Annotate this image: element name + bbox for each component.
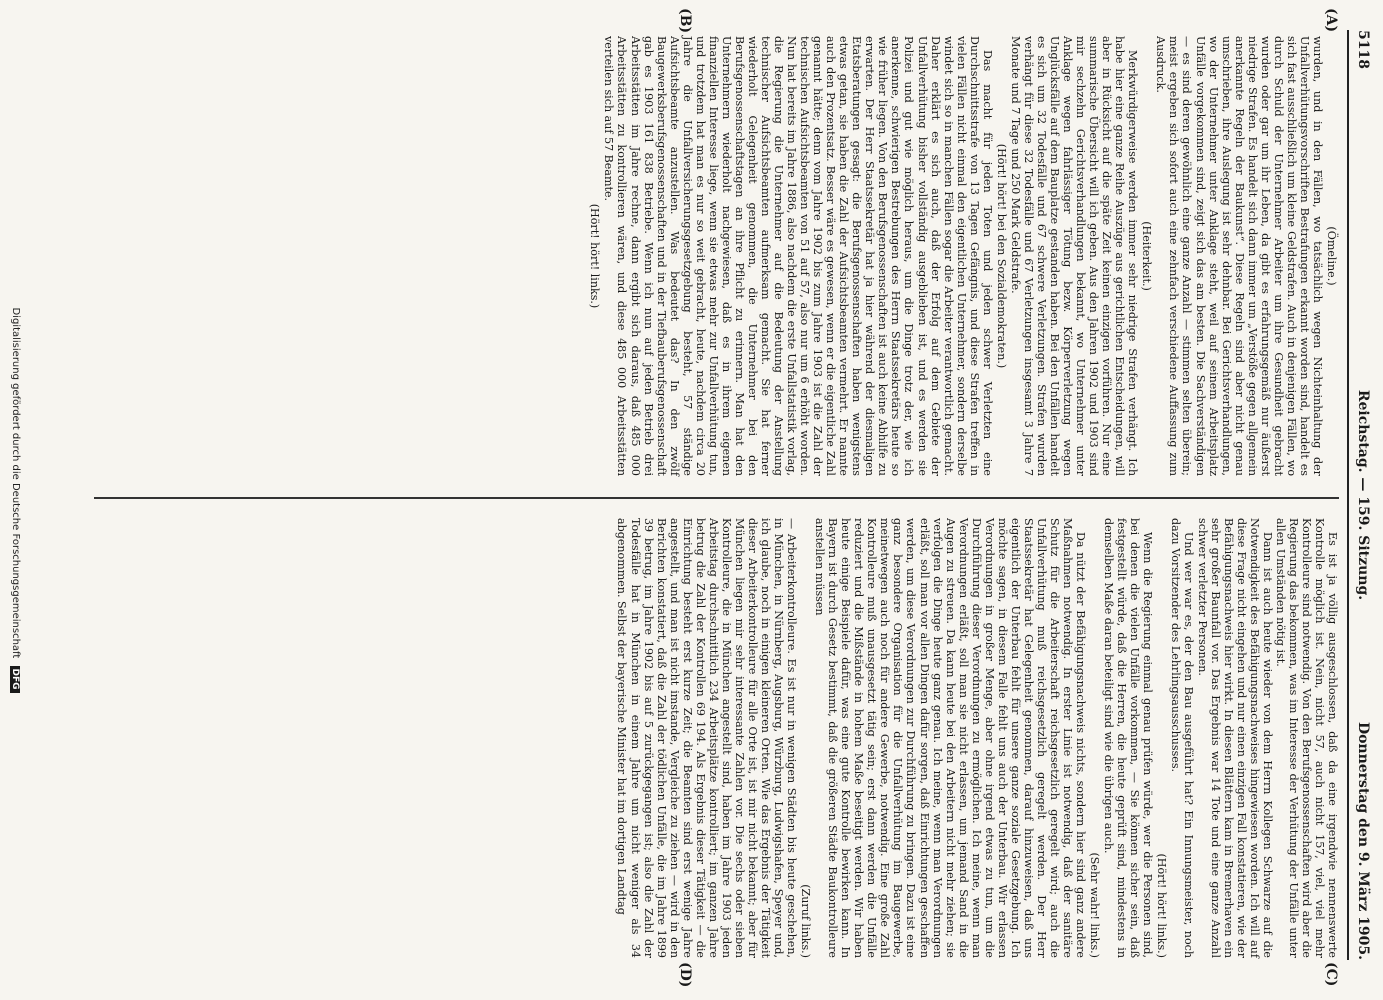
- page-number: 5118: [1355, 30, 1371, 69]
- interjection: (Heiterkeit.): [1140, 221, 1154, 291]
- paragraph: Da nützt der Befähigungsnachweis nichts, sondern hier sind ganz andere Maßnahmen notwendig. In erster Linie ist notwendig, daß der sanitäre Schutz für die Arbeiterschaft reichsgesetzlich geregelt wird; auch die Unfallverhütung muß reichsgesetzlich geregelt werden. Der Herr Staatssekretär hat Gelegenheit genommen, darauf hinzuweisen, daß uns eigentlich der Unterbau fehlt für unsere ganze soziale Gesetzgebung. Ich möchte sagen, in diesem Falle fehlt uns auch der Unterbau. Wir erlassen Verordnungen in großer Menge, aber ohne irgend etwas zu tun, um die Durchführung dieser Verordnungen zu ermöglichen. Ich meine, wenn man Verordnungen erläßt, soll man sie nicht erlassen, um jemand Sand in die Augen zu streuen. Da kann heute bei den Arbeitern nicht mehr ziehen; sie verfolgen die Dinge heute ganz genau. Ich meine, wenn man Verordnungen erläßt, soll man vor allen Dingen dafür sorgen, daß Einrichtungen geschaffen werden, um diese Verordnungen zur Durchführung zu bringen. Dazu ist eine ganz besondere Organisation für die Unfallverhütung im Baugewerbe, meinetwegen auch noch für andere Gewerbe, notwendig. Eine große Zahl Kontrolleure muß unausgesetzt tätig sein; erst dann werden die Unfälle reduziert und die Mißstände in hohem Maße beseitigt werden. Wir haben heute einige Beispiele dafür, was eine gute Kontrolle bewirken kann. In Bayern ist durch Gesetz bestimmt, daß die größeren Städte Baukontrolleure anstellen müssen: [813, 518, 1088, 958]
- margin-marker-c: (C): [1323, 962, 1339, 987]
- page-title: Reichstag. — 159. Sitzung.: [1355, 389, 1371, 601]
- page-header: [1349, 30, 1371, 960]
- right-column: [615, 518, 1339, 958]
- margin-marker-d: (D): [677, 962, 693, 988]
- interjection: (Zuruf links.): [799, 884, 813, 958]
- paragraph: Es ist ja völlig ausgeschlossen, daß da eine irgendwie nennenswerte Kontrolle möglich ist. Nein, nicht 57, auch nicht 157, viel, viel mehr Kontrolleure sind notwendig. Von den Berufsgenossenschaften wird aber die Regierung das bekommen, was im Interesse der Verhütung der Unfälle unter allen Umständen nötig ist.: [1273, 518, 1339, 958]
- interjection: (Sehr wahr! links.): [1088, 852, 1102, 958]
- paragraph: Merkwürdigerweise werden immer sehr niedrige Strafen verhängt. Ich habe hier eine ganze Reihe Auszüge aus gerichtlichen Entscheidungen, will aber in Rücksicht auf die späte Zeit keinen einzigen vorführen. Nur eine summarische Übersicht will ich geben. Aus den Jahren 1902 und 1903 sind mir sechzehn Gerichtsverhandlungen bekannt, wo Unternehmer unter Anklage wegen fahrlässiger Tötung bezw. Körperverletzung wegen Unglücksfälle auf dem Bauplatze gestanden haben. Bei den Unfällen handelt es sich um 32 Todesfälle und 67 schwere Verletzungen. Strafen wurden verhängt für diese 32 Todesfälle und 67 Verletzungen insgesamt 3 Jahre 7 Monate und 7 Tage und 250 Mark Geldstrafe.: [1008, 36, 1140, 476]
- paragraph: Wenn die Regierung einmal genau prüfen würde, wer die Personen sind, bei denen die vielen Unfälle vorkommen, — Sie können sicher sein, daß festgestellt würde, daß die Herren, die heute geprüft sind, mindestens in demselben Maße daran beteiligt sind wie die übrigen auch.: [1102, 518, 1155, 958]
- paragraph: — Arbeiterkontrolleure. Es ist nur in wenigen Städten bis heute geschehen, in München, in Nürnberg, Augsburg, Würzburg, Ludwigshafen, Speyer und, ich glaube, noch in einigen kleineren Orten. Wie das Ergebnis der Tätigkeit dieser Arbeiterkontrolleure für alle Orte ist, ist mir nicht bekannt; aber für München liegen mir sehr interessante Zahlen vor. Die sechs oder sieben Kontrolleure, die in München angestellt sind, haben im Jahre 1903 jeden Arbeitstag durchschnittlich 234 Arbeitsplätze kontrolliert; im ganzen Jahre betrug die Zahl der Kontrollen 69 194. Als Ergebnis dieser Tätigkeit — die Einrichtung besteht erst kurze Zeit; die Beamten sind erst wenige Jahre angestellt, und man ist nicht imstande, Vergleiche zu ziehen — wird in den Berichten konstatiert, daß die Zahl der tödlichen Unfälle, die im Jahre 1899 39 betrug, im Jahre 1902 bis auf 5 zurückgegangen ist; also die Zahl der Todesfälle hat in München in einem Jahre um nicht weniger als 34 abgenommen. Selbst der bayerische Minister hat im dortigen Landtag: [615, 518, 799, 958]
- margin-marker-a: (A): [1323, 8, 1339, 33]
- margin-marker-b: (B): [677, 8, 693, 34]
- speaker-label: (Ömeline.): [1325, 226, 1338, 286]
- column-divider: [94, 497, 1339, 499]
- paragraph: wurden, und in den Fällen, wo tatsächlich wegen Nichteinhaltung der Unfallverhütungsvorschriften Bestrafungen erkannt worden sind, handelt es sich fast ausschließlich um kleine Geldstrafen. Auch in denjenigen Fällen, wo durch Schuld der Unternehmer Arbeiter um ihre Gesundheit gebracht wurden oder gar um ihr Leben, da gibt es erfahrungsgemäß nur äußerst niedrige Strafen. Es handelt sich dann immer um „Verstöße gegen allgemein anerkannte Regeln der Baukunst“. Diese Regeln sind aber nicht genau umschrieben, ihre Auslegung ist sehr dehnbar. Bei Gerichtsverhandlungen, wo der Unternehmer unter Anklage steht, weil auf seinem Arbeitsplatz Unfälle vorgekommen sind, zeigt sich das am besten. Die Sachverständigen — es sind deren gewöhnlich eine ganze Anzahl — stimmen selten überein; meist ergeben sich sofort auch eine zehnfach verschiedene Auffassung zum Ausdruck.: [1154, 36, 1324, 476]
- funding-footer: [10, 0, 21, 1000]
- dfg-logo: DFG: [10, 666, 20, 693]
- left-column: [587, 36, 1339, 476]
- paragraph: Das macht für jeden Toten und jeden schwer Verletzten eine Durchschnittsstrafe von 13 Tagen Gefängnis, und diese Strafen treffen in vielen Fällen nicht einmal den eigentlichen Unternehmer, sondern derselbe windet sich so in manchen Fällen sogar die Arbeiter verantwortlich gemacht. Daher erklärt es sich auch, daß der Erfolg auf dem Gebiete der Unfallverhütung bisher vollständig ausgeblieben ist, und es werden sie Polizei und gut wie möglich heraus, um die Dinge trotz der, wie ich anerkenne, schwierigen Bestrebungen des Herrn Staatssekretärs heute so wie früher liegen. Von den Berufsgenossenschaften ist auch keine Abhilfe zu erwarten. Der Herr Staatssekretär hat ja hier während der diesmaligen Etatsberatungen gesagt: die Berufsgenossenschaften haben wenigstens etwas getan, sie haben die Zahl der Aufsichtsbeamten vermehrt. Er nannte auch den Prozentsatz. Besser wäre es gewesen, wenn er die eigentliche Zahl genannt hätte; denn vom Jahre 1902 bis zum Jahre 1903 ist die Zahl der technischen Aufsichtsbeamten von 51 auf 57, also nur um 6 erhöht worden. Nun hat bereits im Jahre 1886, also nachdem die erste Unfallstatistik vorlag, die Regierung die Unternehmer auf die Bedeutung der Anstellung technischer Aufsichtsbeamten aufmerksam gemacht. Sie hat ferner wiederholt Gelegenheit genommen, die Unternehmer bei den Berufsgenossenschaftstagen an ihre Pflicht zu erinnern. Man hat den Unternehmern wiederholt nachgewiesen, daß es in ihrem eigenen finanziellen Interesse liege, wenn sie etwas mehr zur Unfallverhütung tun, und trotzdem hat man es nur so weit gebracht, heute, nachdem circa 20 Jahre die Unfallversicherungsgesetzgebung besteht, 57 ständige Aufsichtsbeamte anzustellen. Was bedeutet das? In den zwölf Baugewerksberufsgenossenschaften und in der Tiefbauberufsgenossenschaft gab es 1903 161 838 Betriebe. Wenn ich nun auf jeden Betrieb drei Arbeitsstätten im Jahre rechne, dann ergibt sich daraus, daß 485 000 Arbeitsstätten zu kontrollieren wären, und diese 485 000 Arbeitsstätten verteilen sich auf 57 Beamte.: [602, 36, 994, 476]
- funding-text: Digitalisierung gefördert durch die Deutsche Forschungsgemeinschaft: [10, 307, 21, 659]
- paragraph: Und wer war es, der den Bau ausgeführt hat? Ein Innungsmeister, noch dazu Vorsitzender des Lehrlingsausschusses.: [1169, 518, 1196, 958]
- paragraph: Dann ist auch heute wieder von dem Herrn Kollegen Schwarze auf die Notwendigkeit des Befähigungsnachweises hingewiesen worden. Ich will auf diese Frage nicht eingehen und nur einen einzigen Fall konstatieren, wie der Befähigungsnachweis hier wirkt. In diesen Blättern kam in Bremerhaven ein sehr großer Baunfall vor. Das Ergebnis war 14 Tote und eine ganze Anzahl schwer verletzter Personen.: [1195, 518, 1274, 958]
- header-rule: [1347, 30, 1349, 960]
- interjection: (Hört! hört! links.): [1155, 853, 1169, 958]
- interjection: (Hört! hört! links.): [588, 203, 602, 309]
- session-date: Donnerstag den 9. März 1905.: [1355, 721, 1371, 960]
- interjection: (Hört! hört! bei den Sozialdemokraten.): [994, 143, 1008, 369]
